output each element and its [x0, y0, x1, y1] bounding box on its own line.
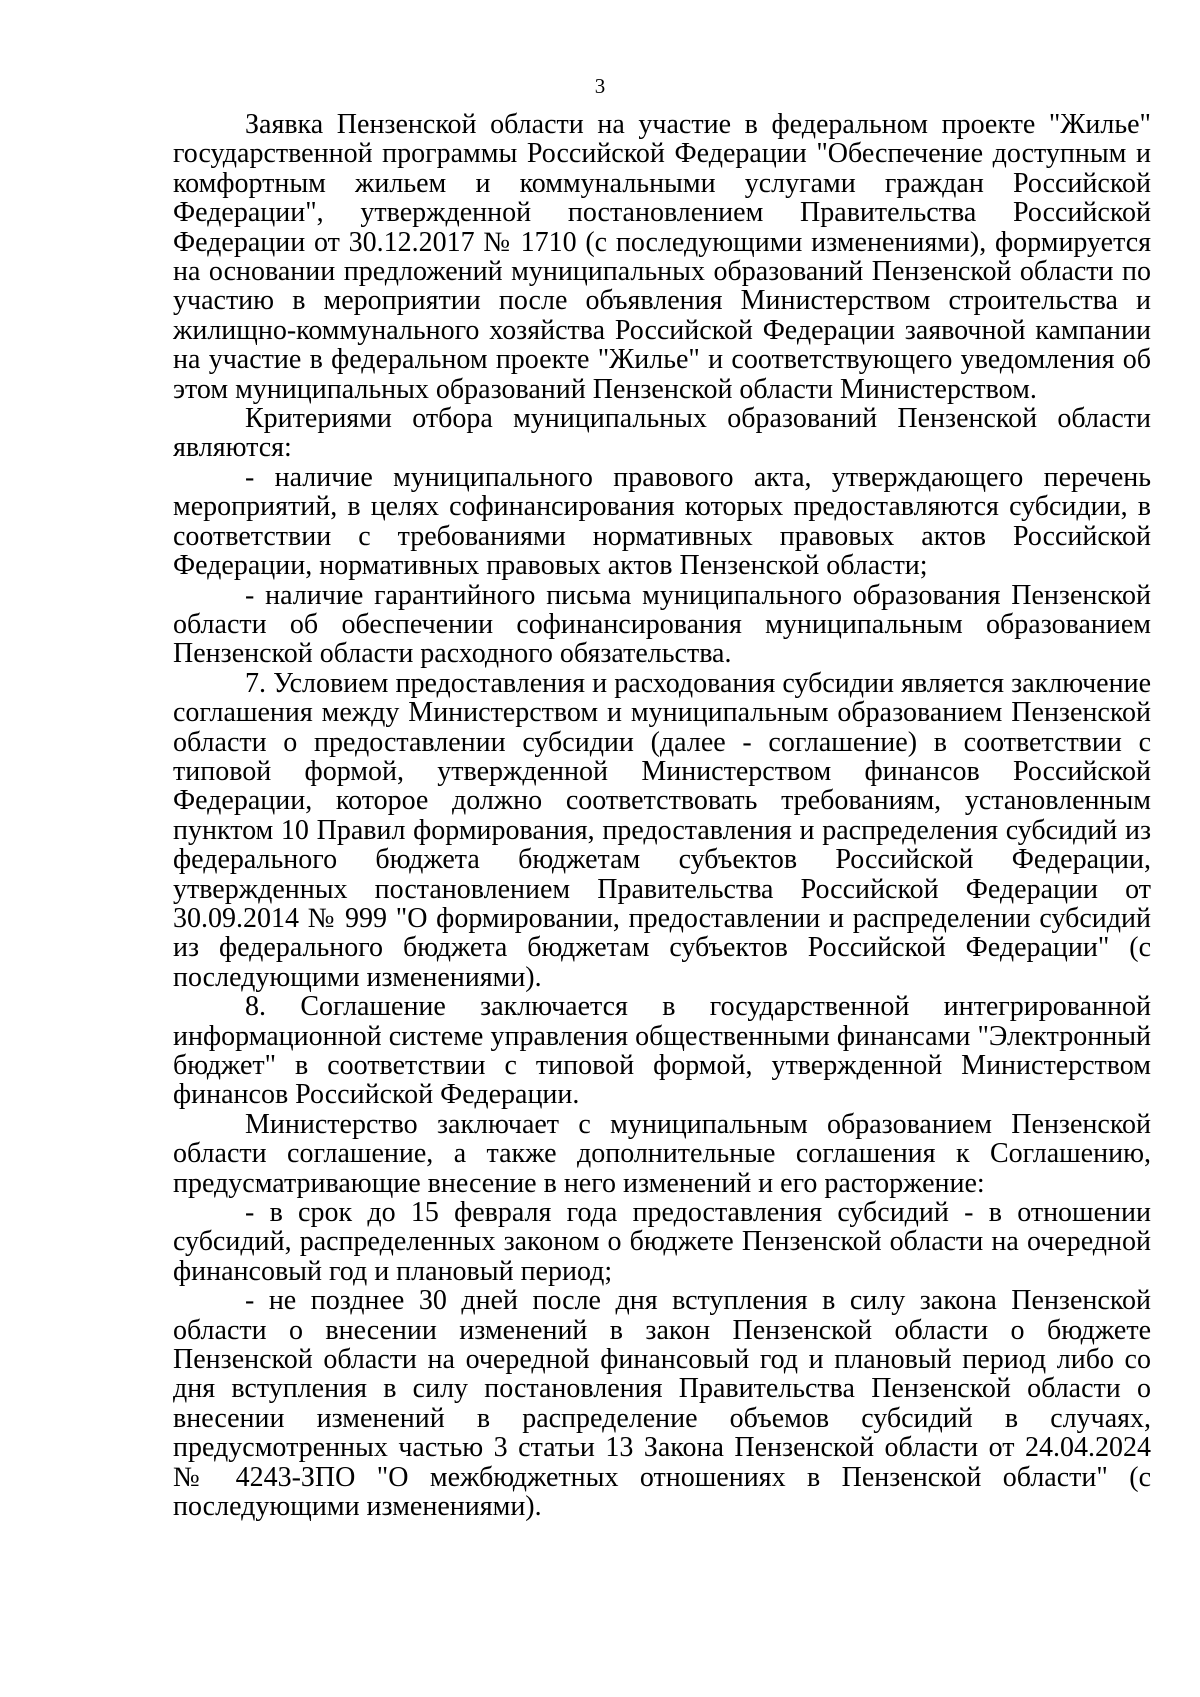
paragraph-application: Заявка Пензенской области на участие в федеральном проекте "Жилье" государственной программы Российской Федерации "Обеспечение доступным и комфортным жильем и коммунальными услугами граждан Российской Федерации", утвержденной постановлением Правительства Российской Федерации от 30.12.2017 № 1710 (с последующими изменениями), формируется на основании предложений муниципальных образований Пензенской области по участию в мероприятии после объявления Министерством строительства и жилищно-коммунального хозяйства Российской Федерации заявочной кампании на участие в федеральном проекте "Жилье" и соответствующего уведомления об этом муниципальных образований Пензенской области Министерством.: [173, 109, 1151, 405]
paragraph-item-8: 8. Соглашение заключается в государственной интегрированной информационной системе управления общественными финансами "Электронный бюджет" в соответствии с типовой формой, утвержденной Министерством финансов Российской Федерации.: [173, 991, 1151, 1111]
paragraph-deadline-february: - в срок до 15 февраля года предоставления субсидий - в отношении субсидий, распределенных законом о бюджете Пензенской области на очередной финансовый год и плановый период;: [173, 1197, 1151, 1287]
paragraph-criteria-legal-act: - наличие муниципального правового акта, утверждающего перечень мероприятий, в целях софинансирования которых предоставляются субсидии, в соответствии с требованиями нормативных правовых актов Российской Федерации, нормативных правовых актов Пензенской области;: [173, 461, 1151, 582]
paragraph-item-7: 7. Условием предоставления и расходования субсидии является заключение соглашения между Министерством и муниципальным образованием Пензенской области о предоставлении субсидии (далее - соглашение) в соответствии с типовой формой, утвержденной Министерством финансов Российской Федерации, которое должно соответствовать требованиям, установленным пунктом 10 Правил формирования, предоставления и распределения субсидий из федерального бюджета бюджетам субъектов Российской Федерации, утвержденных постановлением Правительства Российской Федерации от 30.09.2014 № 999 "О формировании, предоставлении и распределении субсидий из федерального бюджета бюджетам субъектов Российской Федерации" (с последующими изменениями).: [173, 667, 1151, 993]
paragraph-criteria-guarantee-letter: - наличие гарантийного письма муниципального образования Пензенской области об обеспечении софинансирования муниципальным образованием Пензенской области расходного обязательства.: [173, 579, 1151, 670]
page-number: 3: [594, 74, 606, 98]
paragraph-deadline-30-days: - не позднее 30 дней после дня вступления в силу закона Пензенской области о внесении изменений в закон Пензенской области о бюджете Пензенской области на очередной финансовый год и плановый период либо со дня вступления в силу постановления Правительства Пензенской области о внесении изменений в распределение объемов субсидий в случаях, предусмотренных частью 3 статьи 13 Закона Пензенской области от 24.04.2024 № 4243-ЗПО "О межбюджетных отношениях в Пензенской области" (с последующими изменениями).: [173, 1285, 1151, 1523]
paragraph-ministry-agreements: Министерство заключает с муниципальным образованием Пензенской области соглашение, а также дополнительные соглашения к Соглашению, предусматривающие внесение в него изменений и его расторжение:: [173, 1108, 1151, 1199]
document-body: [173, 110, 1151, 1522]
paragraph-criteria-intro: Критериями отбора муниципальных образований Пензенской области являются:: [173, 403, 1151, 464]
